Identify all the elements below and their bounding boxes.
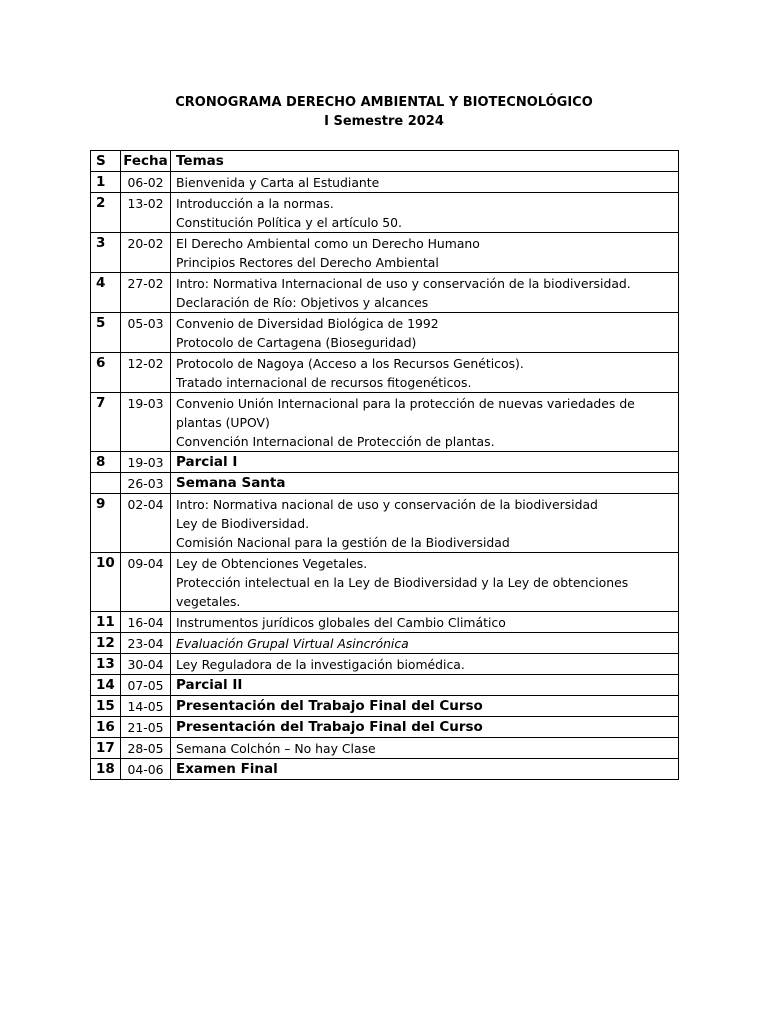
- topic-line: El Derecho Ambiental como un Derecho Humano: [176, 236, 480, 251]
- week-number: 8: [91, 452, 121, 473]
- week-number: 14: [91, 675, 121, 696]
- topic-line: Ley Reguladora de la investigación biomédica.: [176, 657, 465, 672]
- topic-line: Protocolo de Nagoya (Acceso a los Recursos Genéticos).: [176, 356, 524, 371]
- topic-line: Tratado internacional de recursos fitogenéticos.: [176, 375, 472, 390]
- week-number: 5: [91, 313, 121, 353]
- topic-line: Evaluación Grupal Virtual Asincrónica: [176, 636, 409, 651]
- table-row: [91, 494, 679, 553]
- week-number: 2: [91, 193, 121, 233]
- table-row: [91, 193, 679, 233]
- session-topics: [171, 353, 679, 393]
- session-topics: [171, 313, 679, 353]
- session-date: 04-06: [121, 759, 171, 780]
- header-date: Fecha: [121, 151, 171, 172]
- week-number: 3: [91, 233, 121, 273]
- table-row: [91, 654, 679, 675]
- table-row: [91, 553, 679, 612]
- topic-line: Parcial II: [176, 677, 243, 693]
- session-date: 13-02: [121, 193, 171, 233]
- week-number: 6: [91, 353, 121, 393]
- topic-line: Ley de Obtenciones Vegetales.: [176, 556, 368, 571]
- topic-line: Introducción a la normas.: [176, 196, 334, 211]
- week-number: 13: [91, 654, 121, 675]
- session-topics: [171, 494, 679, 553]
- week-number: 16: [91, 717, 121, 738]
- topic-line: Protección intelectual en la Ley de Biodiversidad y la Ley de obtenciones vegetales.: [176, 575, 629, 609]
- session-date: 12-02: [121, 353, 171, 393]
- week-number: [91, 473, 121, 494]
- topic-line: Semana Colchón – No hay Clase: [176, 741, 376, 756]
- topic-line: Examen Final: [176, 761, 278, 777]
- week-number: 18: [91, 759, 121, 780]
- week-number: 11: [91, 612, 121, 633]
- header-topics: Temas: [171, 151, 679, 172]
- week-number: 12: [91, 633, 121, 654]
- topic-line: Presentación del Trabajo Final del Curso: [176, 698, 483, 714]
- table-header-row: [91, 151, 679, 172]
- session-date: 07-05: [121, 675, 171, 696]
- session-topics: [171, 633, 679, 654]
- document-title: CRONOGRAMA DERECHO AMBIENTAL Y BIOTECNOLÓGICO: [175, 95, 593, 110]
- table-row: [91, 675, 679, 696]
- table-row: [91, 233, 679, 273]
- session-date: 28-05: [121, 738, 171, 759]
- week-number: 1: [91, 172, 121, 193]
- table-row: [91, 696, 679, 717]
- session-date: 14-05: [121, 696, 171, 717]
- topic-line: Convención Internacional de Protección de plantas.: [176, 434, 495, 449]
- session-date: 19-03: [121, 393, 171, 452]
- topic-line: Ley de Biodiversidad.: [176, 516, 310, 531]
- topic-line: Intro: Normativa Internacional de uso y conservación de la biodiversidad.: [176, 276, 631, 291]
- table-row: [91, 273, 679, 313]
- topic-line: Protocolo de Cartagena (Bioseguridad): [176, 335, 417, 350]
- schedule-rows: [91, 172, 679, 780]
- session-topics: [171, 273, 679, 313]
- session-date: 09-04: [121, 553, 171, 612]
- session-date: 27-02: [121, 273, 171, 313]
- table-row: [91, 612, 679, 633]
- session-topics: [171, 738, 679, 759]
- table-row: [91, 313, 679, 353]
- week-number: 17: [91, 738, 121, 759]
- session-date: 21-05: [121, 717, 171, 738]
- table-row: [91, 759, 679, 780]
- schedule-table: [90, 150, 679, 780]
- topic-line: Presentación del Trabajo Final del Curso: [176, 719, 483, 735]
- session-topics: [171, 452, 679, 473]
- table-row: [91, 717, 679, 738]
- session-topics: [171, 172, 679, 193]
- session-date: 20-02: [121, 233, 171, 273]
- session-topics: [171, 696, 679, 717]
- session-topics: [171, 553, 679, 612]
- session-topics: [171, 654, 679, 675]
- session-date: 30-04: [121, 654, 171, 675]
- topic-line: Declaración de Río: Objetivos y alcances: [176, 295, 429, 310]
- session-topics: [171, 473, 679, 494]
- table-row: [91, 353, 679, 393]
- table-row: [91, 172, 679, 193]
- session-date: 19-03: [121, 452, 171, 473]
- week-number: 10: [91, 553, 121, 612]
- header-week: S: [91, 151, 121, 172]
- topic-line: Convenio Unión Internacional para la protección de nuevas variedades de plantas (UPOV): [176, 396, 635, 430]
- session-topics: [171, 675, 679, 696]
- session-topics: [171, 393, 679, 452]
- topic-line: Constitución Política y el artículo 50.: [176, 215, 402, 230]
- table-row: [91, 393, 679, 452]
- session-topics: [171, 612, 679, 633]
- topic-line: Semana Santa: [176, 475, 286, 491]
- topic-line: Intro: Normativa nacional de uso y conservación de la biodiversidad: [176, 497, 598, 512]
- session-date: 05-03: [121, 313, 171, 353]
- session-date: 16-04: [121, 612, 171, 633]
- table-row: [91, 452, 679, 473]
- table-row: [91, 633, 679, 654]
- week-number: 4: [91, 273, 121, 313]
- session-topics: [171, 717, 679, 738]
- session-date: 02-04: [121, 494, 171, 553]
- table-row: [91, 738, 679, 759]
- topic-line: Parcial I: [176, 454, 238, 470]
- topic-line: Comisión Nacional para la gestión de la Biodiversidad: [176, 535, 510, 550]
- topic-line: Bienvenida y Carta al Estudiante: [176, 175, 380, 190]
- session-topics: [171, 193, 679, 233]
- week-number: 15: [91, 696, 121, 717]
- session-date: 06-02: [121, 172, 171, 193]
- week-number: 9: [91, 494, 121, 553]
- session-date: 23-04: [121, 633, 171, 654]
- week-number: 7: [91, 393, 121, 452]
- topic-line: Principios Rectores del Derecho Ambiental: [176, 255, 439, 270]
- session-topics: [171, 759, 679, 780]
- session-topics: [171, 233, 679, 273]
- topic-line: Instrumentos jurídicos globales del Cambio Climático: [176, 615, 506, 630]
- table-row: [91, 473, 679, 494]
- document-subtitle: I Semestre 2024: [324, 114, 444, 129]
- topic-line: Convenio de Diversidad Biológica de 1992: [176, 316, 439, 331]
- session-date: 26-03: [121, 473, 171, 494]
